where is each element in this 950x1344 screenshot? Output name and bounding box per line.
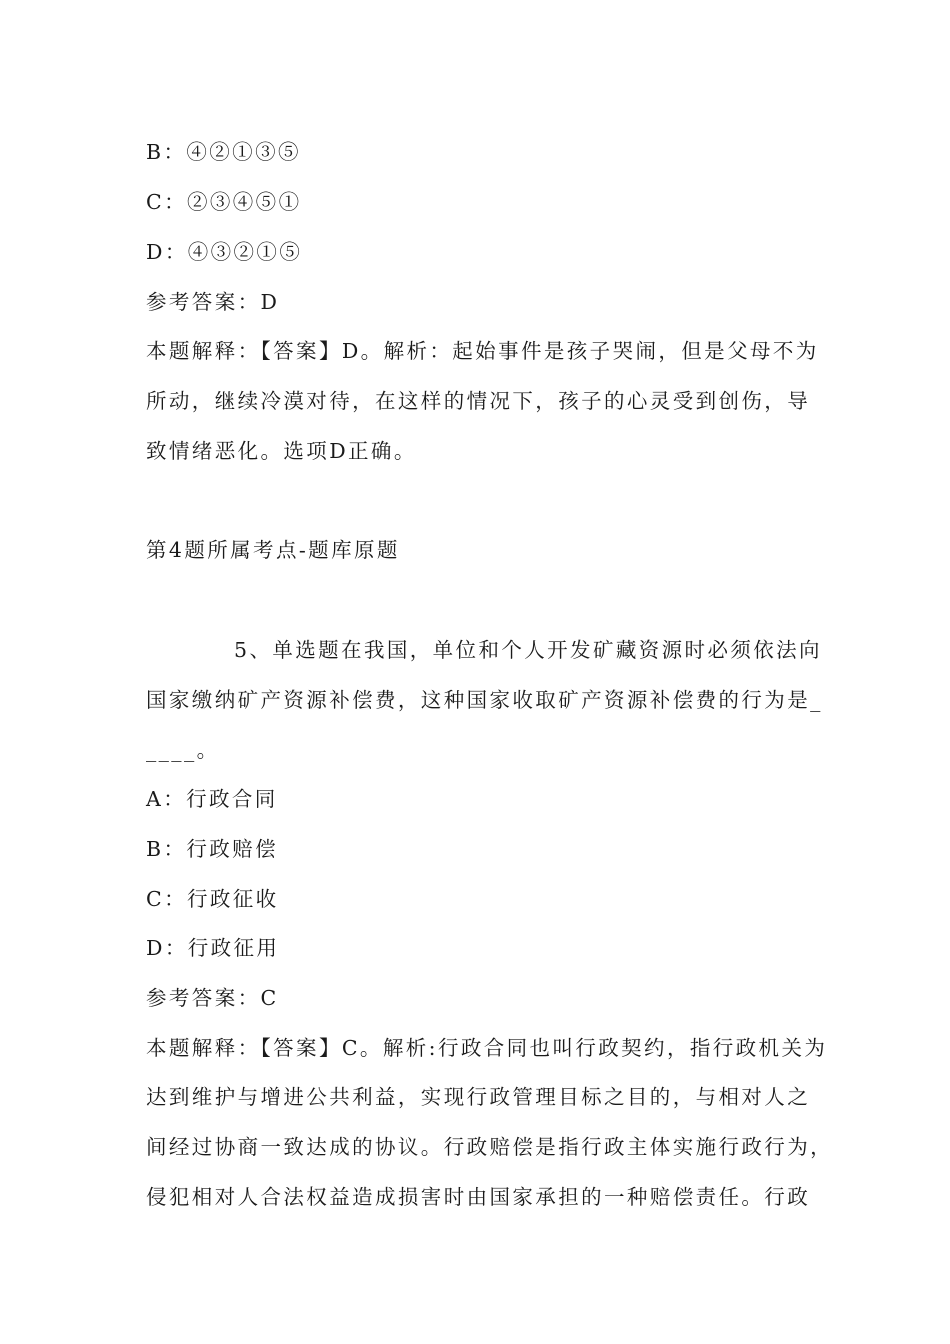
q5-option-a: A：行政合同: [146, 787, 278, 811]
q5-explanation-line-2: 达到维护与增进公共利益，实现行政管理目标之目的，与相对人之: [146, 1085, 811, 1109]
q5-stem-line-1: 5、单选题在我国，单位和个人开发矿藏资源时必须依法向: [234, 638, 822, 662]
q4-option-c: C：②③④⑤①: [146, 190, 302, 214]
q4-option-d: D：④③②①⑤: [146, 240, 303, 264]
q4-answer: 参考答案：D: [146, 290, 280, 314]
q4-option-b: B：④②①③⑤: [146, 140, 301, 164]
q5-stem-line-2: 国家缴纳矿产资源补偿费，这种国家收取矿产资源补偿费的行为是_: [146, 688, 823, 712]
q4-explanation-line-2: 所动，继续冷漠对待，在这样的情况下，孩子的心灵受到创伤，导: [146, 389, 811, 413]
q4-explanation-line-1: 本题解释：【答案】D。解析：起始事件是孩子哭闹，但是父母不为: [146, 339, 819, 363]
q5-option-b: B：行政赔偿: [146, 837, 278, 861]
q5-stem-line-3: ____。: [146, 738, 220, 762]
q5-option-d: D：行政征用: [146, 936, 280, 960]
q5-explanation-line-4: 侵犯相对人合法权益造成损害时由国家承担的一种赔偿责任。行政: [146, 1185, 811, 1209]
q5-answer: 参考答案：C: [146, 986, 279, 1010]
q4-topic: 第4题所属考点-题库原题: [146, 538, 400, 562]
q5-explanation-line-3: 间经过协商一致达成的协议。行政赔偿是指行政主体实施行政行为，: [146, 1135, 833, 1159]
q4-explanation-line-3: 致情绪恶化。选项D正确。: [146, 439, 417, 463]
q5-option-c: C：行政征收: [146, 887, 279, 911]
q5-explanation-line-1: 本题解释：【答案】C。解析:行政合同也叫行政契约，指行政机关为: [146, 1036, 828, 1060]
